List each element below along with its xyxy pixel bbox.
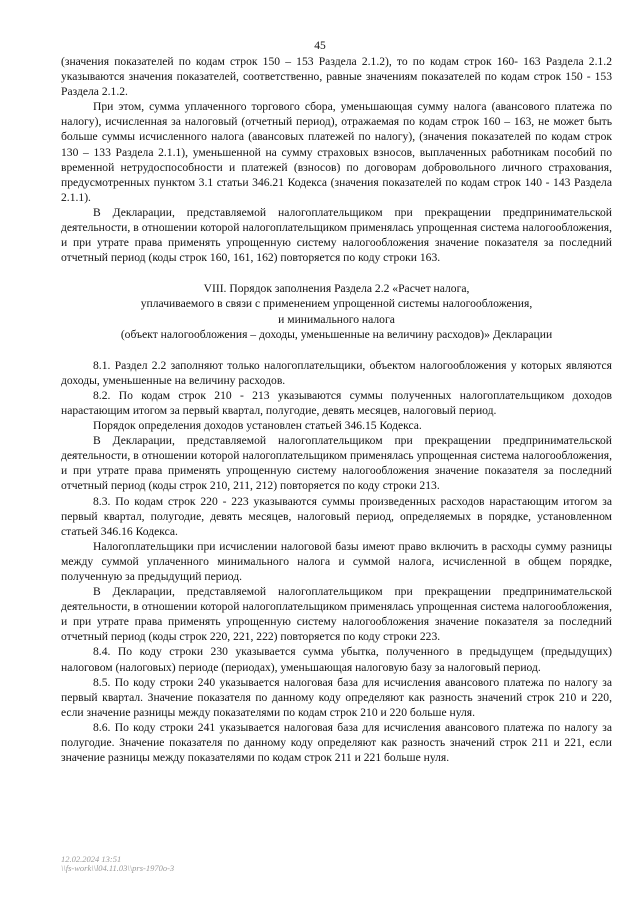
paragraph-8-4: 8.4. По коду строки 230 указывается сумма убытка, полученного в предыдущем (предыдущих) налоговом (налоговых) периоде (периодах), уменьшающая налоговую базу за налоговый период. (61, 645, 612, 674)
paragraph-8-6: 8.6. По коду строки 241 указывается налоговая база для исчисления авансового платежа по налогу за полугодие. Значение показателя по данному коду определяют как разность значений строк 211 и 221, если значение разницы между показателями по кодам строк 211 и 221 больше нуля. (61, 720, 612, 765)
footer-path: \\fs-work\\l04.11.03\\prs-1970o-3 (61, 863, 175, 873)
section-heading-line: VIII. Порядок заполнения Раздела 2.2 «Расчет налога, (203, 282, 470, 296)
paragraph-trade-fee: При этом, сумма уплаченного торгового сбора, уменьшающая сумму налога (авансового платежа по налогу), исчисленная за налоговый (отчетный период), отражаемая по кодам строк 160 – 163, не может быть больше суммы исчисленного налога (авансовых платежей по налогу), (значения показателей по кодам строк 130 – 133 Раздела 2.1.1), уменьшенной на сумму страховых взносов, выплаченных работникам пособий по временной нетрудоспособности и платежей (взносов) по договорам добровольного личного страхования, предусмотренных пунктом 3.1 статьи 346.21 Кодекса (значения показателей по кодам строк 140 - 143 Раздела 2.1.1). (61, 100, 612, 204)
paragraph-continuation: (значения показателей по кодам строк 150 – 153 Раздела 2.1.2), то по кодам строк 160- 163 Раздела 2.1.2 указываются значения показателей, соответственно, равные значениям показателей по кодам строк 150 - 153 Раздела 2.1.2. (61, 55, 612, 99)
paragraph-8-1: 8.1. Раздел 2.2 заполняют только налогоплательщики, объектом налогообложения у которых являются доходы, уменьшенные на величину расходов. (61, 358, 612, 387)
paragraph-declaration-223: В Декларации, представляемой налогоплательщиком при прекращении предпринимательской деятельности, в отношении которой налогоплательщиком применялась упрощенная система налогообложения, и при утрате права применять упрощенную систему налогообложения значение показателя за последний отчетный период (коды строк 220, 221, 222) повторяется по коду строки 223. (61, 585, 612, 644)
footer-date: 12.02.2024 13:51 (61, 854, 122, 864)
paragraph-8-2: 8.2. По кодам строк 210 - 213 указываются суммы полученных налогоплательщиком доходов нарастающим итогом за первый квартал, полугодие, девять месяцев, налоговый период. (61, 388, 612, 417)
paragraph-declaration-213: В Декларации, представляемой налогоплательщиком при прекращении предпринимательской деятельности, в отношении которой налогоплательщиком применялась упрощенная система налогообложения, и при утрате права применять упрощенную систему налогообложения значение показателя за последний отчетный период (коды строк 210, 211, 212) повторяется по коду строки 213. (61, 434, 612, 493)
footer-stamp (61, 855, 174, 873)
document-body (61, 54, 612, 765)
section-heading-line: (объект налогообложения – доходы, уменьшенные на величину расходов)» Декларации (120, 327, 553, 341)
paragraph-min-tax: Налогоплательщики при исчислении налоговой базы имеют право включить в расходы сумму разницы между суммой уплаченного минимального налога и суммой налога, исчисленной в общем порядке, полученную за предыдущий период. (61, 539, 612, 583)
section-heading (61, 281, 612, 341)
paragraph-8-5: 8.5. По коду строки 240 указывается налоговая база для исчисления авансового платежа по налогу за первый квартал. Значение показателя по данному коду определяют как разность значений строк 210 и 220, если значение разницы между показателями по кодам строк 210 и 220 больше нуля. (61, 675, 612, 719)
page-number: 45 (314, 40, 326, 52)
section-heading-line: и минимального налога (278, 312, 395, 326)
paragraph-declaration-160: В Декларации, представляемой налогоплательщиком при прекращении предпринимательской деятельности, в отношении которой налогоплательщиком применялась упрощенная система налогообложения, и при утрате права применять упрощенную систему налогообложения значение показателя за последний отчетный период (коды строк 160, 161, 162) повторяется по коду строки 163. (61, 205, 612, 265)
paragraph-income-order: Порядок определения доходов установлен статьей 346.15 Кодекса. (93, 419, 422, 433)
section-heading-line: уплачиваемого в связи с применением упрощенной системы налогообложения, (140, 297, 533, 311)
paragraph-8-3: 8.3. По кодам строк 220 - 223 указываются суммы произведенных расходов нарастающим итогом за первый квартал, полугодие, девять месяцев, налоговый период, определяемых в порядке, установленном статьей 346.16 Кодекса. (61, 494, 612, 538)
